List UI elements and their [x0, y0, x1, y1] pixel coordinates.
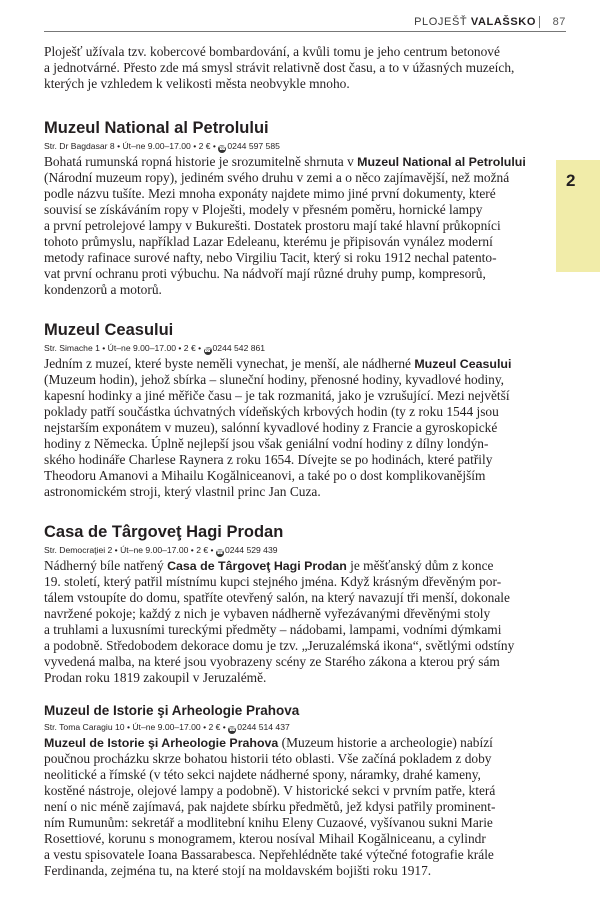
- text-line: vyvedená malba, na které jsou vyobrazeny scény ze Starého zákona a kterou prý sám: [44, 654, 500, 669]
- running-title-location: PLOJEŠŤ: [414, 16, 471, 28]
- text-line: a jednotvárné. Přesto zde má smysl strávit relativně dost času, a to v úžasných muzeích,: [44, 60, 515, 75]
- text-line: a první petrolejové lampy v Bukurešti. Dostatek prostoru mají také hlavní průkopníci: [44, 218, 501, 233]
- section: [44, 522, 554, 686]
- text-line: Ferdinanda, zejména tu, na které stojí na moldavském bojišti roku 1917.: [44, 863, 432, 878]
- section-title: Muzeul de Istorie şi Arheologie Prahova: [44, 703, 300, 718]
- text-line: hodiny z Německa. Úplně nejlepší jsou však geniální vodní hodiny z dílny londýn-: [44, 436, 489, 451]
- chapter-thumb-tab: [556, 160, 600, 272]
- running-title: [414, 16, 536, 28]
- text-line: poklady patří součástka úchvatných vídeňských krbových hodin (ty z roku 1544 jsou: [44, 404, 499, 419]
- text-line: kapesní hodinky a jiné měřiče času – je tak rozmanitá, jako je vzrušující. Mezi největší: [44, 388, 510, 403]
- text-line: a truhlami a luxusními tureckými předměty – nádobami, lampami, vodními dýmkami: [44, 622, 502, 637]
- text-line: ského hodináře Charlese Raynera z roku 1654. Dívejte se po hodinách, které patřily: [44, 452, 493, 467]
- text-line: (Národní muzeum ropy), jediném svého druhu v zemi a o něco zajímavější, než možná: [44, 170, 510, 185]
- section-info-line: [44, 544, 554, 557]
- section: [44, 702, 554, 879]
- bold-place-name: Muzeul National al Petrolului: [357, 155, 526, 169]
- text-line: Muzeul de Istorie şi Arheologie Prahova (Muzeum historie a archeologie) nabízí: [44, 735, 493, 750]
- bold-place-name: Muzeul de Istorie şi Arheologie Prahova: [44, 736, 279, 750]
- text-line: neolitické a římské (v této sekci najdete nádherné spony, náramky, drahé kameny,: [44, 767, 481, 782]
- section-body: [44, 735, 554, 879]
- text-line: nejstarším exponátem v muzeu), salónní kyvadlové hodiny z Francie a gyroskopické: [44, 420, 498, 435]
- phone-number: 0244 542 861: [212, 343, 266, 353]
- text-line: kterých je vzhledem k velikosti města neobvykle mnoho.: [44, 76, 350, 91]
- text-line: a podobně. Středobodem dekorace domu je tzv. „Jeruzalémská ikona“, světlými odstíny: [44, 638, 515, 653]
- text-line: kostěné nástroje, olejové lampy a podobně). V historické sekci v prvním patře, která: [44, 783, 496, 798]
- phone-icon: ☎: [216, 550, 224, 556]
- text-line: souvisí se získáváním ropy v Ploješti, modely v přesném poměru, hornické lampy: [44, 202, 483, 217]
- chapter-number: 2: [566, 171, 576, 190]
- info-text: Str. Toma Caragiu 10 • Út–ne 9.00–17.00 • 2 € •: [44, 722, 229, 732]
- section-info-line: [44, 721, 554, 734]
- text-line: Theodoru Amanovi a Mihailu Kogălniceanovi, a také po o dost komplikovanějším: [44, 468, 486, 483]
- text-line: a vestu spisovatele Ioana Bassarabesca. Nepřehlédněte také výtečné fotografie krále: [44, 847, 494, 862]
- text-line: podle názvu tušíte. Mezi mnoha exponáty najdete mimo jiné první dokumenty, které: [44, 186, 496, 201]
- running-header: [44, 14, 566, 32]
- text-line: astronomickém stroji, který vlastnil princ Jan Cuza.: [44, 484, 321, 499]
- text-line: Rosettiové, korunu s monogramem, kterou nosíval Mihail Kogălniceanu, a cylindr: [44, 831, 486, 846]
- text-line: metody rafinace surové nafty, nebo Virgiliu Tacit, který si roku 1912 nechal patento-: [44, 250, 497, 265]
- section-title: Muzeul National al Petrolului: [44, 119, 269, 137]
- intro-paragraph: [44, 44, 554, 92]
- sections: [44, 118, 554, 879]
- info-text: Str. Simache 1 • Út–ne 9.00–17.00 • 2 € •: [44, 343, 204, 353]
- text-line: ním Rumunům: sekretář a modlitební knihu Eleny Cuzaové, vyšívanou sukni Marie: [44, 815, 493, 830]
- text-line: Nádherný bíle natřený Casa de Târgoveţ Hagi Prodan je měšťanský dům z konce: [44, 558, 494, 573]
- running-title-region: VALAŠSKO: [470, 16, 536, 28]
- page-content: [44, 44, 554, 879]
- text-line: kondenzorů a motorů.: [44, 282, 162, 297]
- text-line: tohoto průmyslu, například Lazar Edeleanu, kterému je připisován vynález moderní: [44, 234, 493, 249]
- text-line: není o nic méně zajímavá, pak najdete sbírku předmětů, jež kdysi patřily prominent-: [44, 799, 496, 814]
- text-line: poučnou procházku skrze bohatou historii této oblasti. Vše začíná pokladem z doby: [44, 751, 492, 766]
- text-line: Bohatá rumunská ropná historie je srozumitelně shrnuta v Muzeul National al Petrolului: [44, 154, 526, 169]
- section-title: Muzeul Ceasului: [44, 321, 174, 339]
- info-text: Str. Democraţiei 2 • Út–ne 9.00–17.00 • 2 € •: [44, 545, 216, 555]
- section-info-line: [44, 342, 554, 355]
- section: [44, 118, 554, 298]
- bold-place-name: Muzeul Ceasului: [414, 357, 512, 371]
- info-text: Str. Dr Bagdasar 8 • Út–ne 9.00–17.00 • 2 € •: [44, 141, 219, 151]
- section-body: [44, 154, 554, 298]
- section-title: Casa de Târgoveţ Hagi Prodan: [44, 523, 284, 541]
- text-line: Prodan roku 1819 zakoupil v Jeruzalémě.: [44, 670, 267, 685]
- text-line: Ploješť užívala tzv. kobercové bombardování, a kvůli tomu je jeho centrum betonové: [44, 44, 500, 59]
- phone-number: 0244 597 585: [227, 141, 280, 151]
- section: [44, 320, 554, 500]
- text-line: 19. století, který patřil místnímu kupci stejného jména. Když krásným dřevěným por-: [44, 574, 502, 589]
- text-line: vat první ochranu proti výbuchu. Na nádvoří mají různé druhy pump, kompresorů,: [44, 266, 486, 281]
- section-body: [44, 356, 554, 500]
- page-number: 87: [539, 16, 566, 28]
- phone-icon: ☎: [203, 348, 212, 354]
- text-line: (Muzeum hodin), jehož sbírka – sluneční hodiny, přenosné hodiny, kyvadlové hodiny,: [44, 372, 505, 387]
- phone-icon: ☎: [228, 727, 236, 733]
- section-body: [44, 558, 554, 686]
- phone-icon: ☎: [218, 146, 227, 152]
- text-line: navržené pokoje; každý z nich je vybaven nádherně vyřezávanými dřevěnými stoly: [44, 606, 491, 621]
- phone-number: 0244 514 437: [237, 722, 290, 732]
- text-line: Jedním z muzeí, které byste neměli vynechat, je menší, ale nádherné Muzeul Ceasului: [44, 356, 512, 371]
- phone-number: 0244 529 439: [224, 545, 278, 555]
- text-line: tálem vstoupíte do domu, spatříte otevřený salón, na který navazují tři menší, dokonale: [44, 590, 510, 605]
- bold-place-name: Casa de Târgoveţ Hagi Prodan: [167, 559, 347, 573]
- section-info-line: [44, 140, 554, 153]
